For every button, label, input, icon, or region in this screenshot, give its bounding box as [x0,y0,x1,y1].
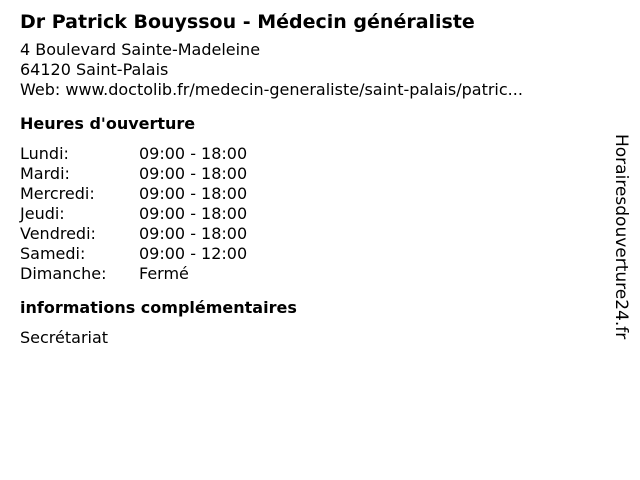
hours-row-friday [20,224,590,244]
address-block [20,40,590,100]
page-title: Dr Patrick Bouyssou - Médecin généraliste [20,11,475,33]
hours-row-tuesday [20,164,590,184]
hours-value: 09:00 - 18:00 [139,204,248,223]
hours-value: 09:00 - 12:00 [139,244,248,263]
business-card [20,10,590,348]
hours-value: 09:00 - 18:00 [139,224,248,243]
day-label: Jeudi: [20,204,65,223]
hours-row-sunday [20,264,590,284]
hours-value: 09:00 - 18:00 [139,164,248,183]
day-label: Mercredi: [20,184,95,203]
day-label: Mardi: [20,164,70,183]
day-label: Samedi: [20,244,86,263]
hours-row-wednesday [20,184,590,204]
street-address: 4 Boulevard Sainte-Madeleine [20,40,261,59]
additional-info-text: Secrétariat [20,328,109,347]
website-line: Web: www.doctolib.fr/medecin-generaliste/saint-palais/patric... [20,80,523,99]
hours-value: 09:00 - 18:00 [139,184,248,203]
city-postal: 64120 Saint-Palais [20,60,169,79]
hours-row-monday [20,144,590,164]
day-label: Dimanche: [20,264,107,283]
day-label: Lundi: [20,144,69,163]
day-label: Vendredi: [20,224,96,243]
hours-value: Fermé [139,264,189,283]
opening-hours-heading: Heures d'ouverture [20,114,196,133]
site-watermark: Horairesdouverture24.fr [611,134,631,340]
hours-row-thursday [20,204,590,224]
additional-info-heading: informations complémentaires [20,298,297,317]
hours-value: 09:00 - 18:00 [139,144,248,163]
hours-row-saturday [20,244,590,264]
opening-hours-table [20,144,590,284]
